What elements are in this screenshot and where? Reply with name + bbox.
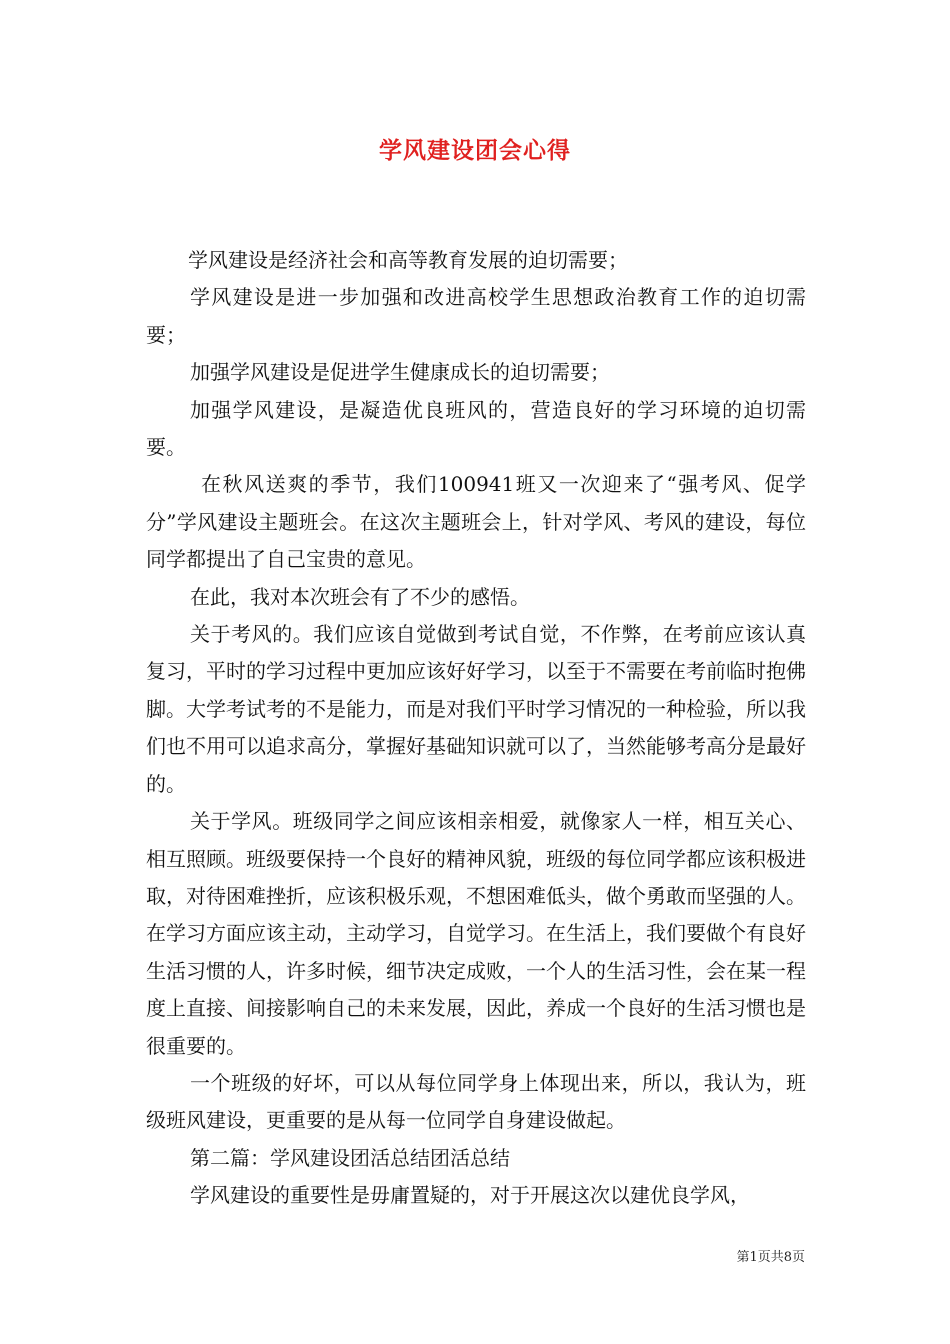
paragraph-11: 学风建设的重要性是毋庸置疑的，对于开展这次以建优良学风， xyxy=(190,1183,750,1208)
document-title: 学风建设团会心得 xyxy=(379,137,571,164)
paragraph-4: 加强学风建设，是凝造优良班风的，营造良好的学习环境的迫切需要。 xyxy=(146,397,806,460)
paragraph-2: 学风建设是进一步加强和改进高校学生思想政治教育工作的迫切需要； xyxy=(146,285,806,347)
paragraph-6: 在此，我对本次班会有了不少的感悟。 xyxy=(190,584,530,609)
paragraph-7: 关于考风的。我们应该自觉做到考试自觉，不作弊，在考前应该认真复习，平时的学习过程中更加应该好好学习，以至于不需要在考前临时抱佛脚。大学考试考的不是能力，而是对我们平时学习情况的一种检验，所以我们也不用可以追求高分，掌握好基础知识就可以了，当然能够考高分是最好的。 xyxy=(146,622,806,796)
page-number: 第1页共8页 xyxy=(736,1250,805,1265)
document-body xyxy=(146,242,806,1215)
paragraph-3: 加强学风建设是促进学生健康成长的迫切需要； xyxy=(190,360,610,385)
paragraph-1: 学风建设是经济社会和高等教育发展的迫切需要； xyxy=(188,248,628,272)
paragraph-5: 在秋风送爽的季节，我们100941班又一次迎来了“强考风、促学分”学风建设主题班会。在这次主题班会上，针对学风、考风的建设，每位同学都提出了自己宝贵的意见。 xyxy=(146,472,806,572)
paragraph-8: 关于学风。班级同学之间应该相亲相爱，就像家人一样，相互关心、相互照顾。班级要保持一个良好的精神风貌，班级的每位同学都应该积极进取，对待困难挫折，应该积极乐观，不想困难低头，做个勇敢而坚强的人。在学习方面应该主动，主动学习，自觉学习。在生活上，我们要做个有良好生活习惯的人，许多时候，细节决定成败，一个人的生活习性，会在某一程度上直接、间接影响自己的未来发展，因此，养成一个良好的生活习惯也是很重要的。 xyxy=(146,809,806,1058)
paragraph-9: 一个班级的好坏，可以从每位同学身上体现出来，所以，我认为，班级班风建设，更重要的是从每一位同学自身建设做起。 xyxy=(146,1070,806,1133)
paragraph-10: 第二篇：学风建设团活总结团活总结 xyxy=(190,1145,510,1170)
